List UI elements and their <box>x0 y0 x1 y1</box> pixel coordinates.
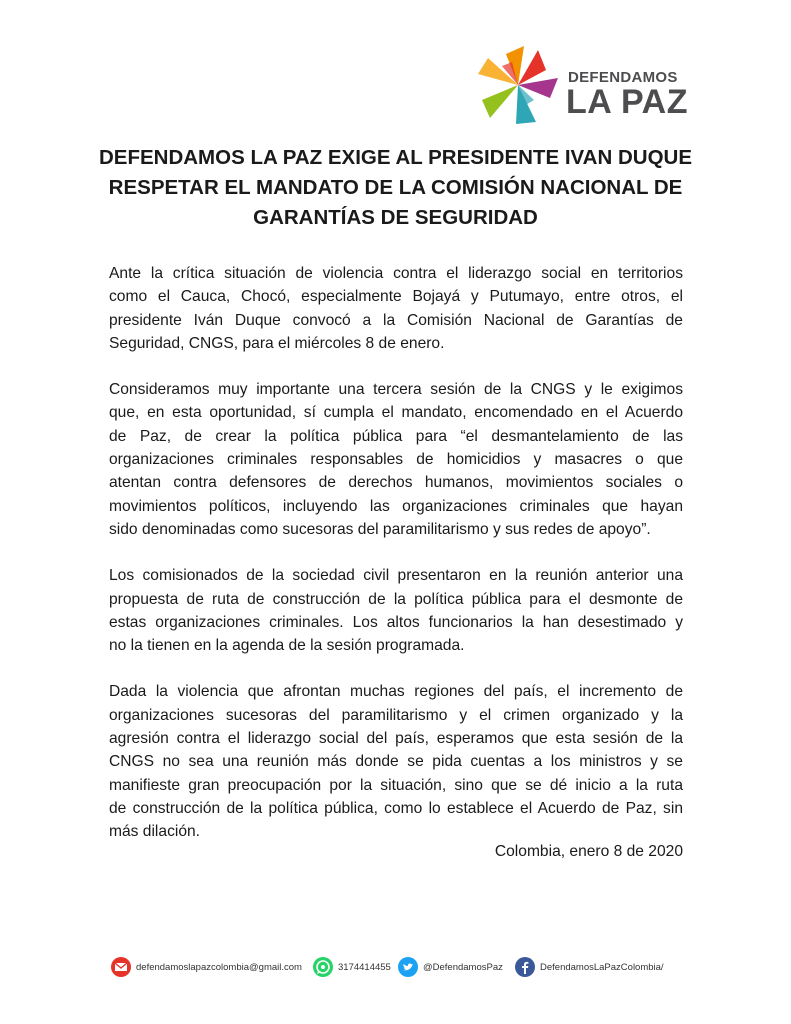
text-line: no la tienen en la agenda de la sesión programada. <box>109 637 465 655</box>
text-line: de construcción de la política pública, como lo establece el Acuerdo de Paz, sin <box>109 799 683 817</box>
text-line: que, en esta oportunidad, sí cumpla el mandato, encomendado en el Acuerdo <box>109 404 683 422</box>
whatsapp-icon <box>312 956 334 978</box>
facebook-text: DefendamosLaPazColombia/ <box>540 961 664 973</box>
text-line: organizaciones criminales responsables de homicidios y masacres o que <box>109 451 683 469</box>
paragraph <box>109 680 683 843</box>
text-line: como el Cauca, Chocó, especialmente Bojayá y Putumayo, entre otros, el <box>109 288 683 306</box>
facebook-icon <box>514 956 536 978</box>
text-line: Dada la violencia que afrontan muchas regiones del país, el incremento de <box>109 683 683 701</box>
facebook-contact[interactable] <box>514 955 664 979</box>
text-line: Seguridad, CNGS, para el miércoles 8 de enero. <box>109 334 445 352</box>
twitter-contact[interactable] <box>397 955 503 979</box>
text-line: más dilación. <box>109 823 201 841</box>
text-line: presidente Iván Duque convocó a la Comisión Nacional de Garantías de <box>109 311 683 329</box>
twitter-icon <box>397 956 419 978</box>
text-line: Los comisionados de la sociedad civil presentaron en la reunión anterior una <box>109 567 683 585</box>
phone-text: 3174414455 <box>338 961 391 973</box>
title-line: GARANTÍAS DE SEGURIDAD <box>253 206 538 229</box>
logo-pinwheel-icon <box>476 44 560 126</box>
text-line: Consideramos muy importante una tercera sesión de la CNGS y le exigimos <box>109 381 683 399</box>
email-text: defendamoslapazcolombia@gmail.com <box>136 961 302 973</box>
dateline: Colombia, enero 8 de 2020 <box>494 843 683 860</box>
logo-text-top: DEFENDAMOS <box>568 69 678 86</box>
contact-footer <box>110 955 710 981</box>
title-line: DEFENDAMOS LA PAZ EXIGE AL PRESIDENTE IVAN DUQUE <box>98 146 693 169</box>
paragraph <box>109 564 683 657</box>
text-line: propuesta de ruta de construcción de la política pública para el desmonte de <box>109 590 683 608</box>
logo-text-main: LA PAZ <box>566 83 688 121</box>
paragraph <box>109 378 683 541</box>
text-line: atentan contra defensores de derechos humanos, movimientos sociales o <box>109 474 683 492</box>
text-line: agresión contra el liderazgo social del país, esperamos que esta sesión de la <box>109 730 683 748</box>
text-line: sido denominadas como sucesoras del paramilitarismo y sus redes de apoyo”. <box>109 520 651 538</box>
text-line: CNGS no sea una reunión más donde se pida cuentas a los ministros y se <box>109 753 683 771</box>
logo <box>476 44 686 126</box>
text-line: Ante la crítica situación de violencia contra el liderazgo social en territorios <box>109 265 683 282</box>
text-line: de Paz, de crear la política pública para “el desmantelamiento de las <box>109 427 683 445</box>
phone-contact[interactable] <box>312 955 391 979</box>
paragraph <box>109 262 683 355</box>
email-contact[interactable] <box>110 955 302 979</box>
statement-body <box>109 262 683 867</box>
text-line: estas organizaciones criminales. Los altos funcionarios la han desestimado y <box>109 613 683 631</box>
title-line: RESPETAR EL MANDATO DE LA COMISIÓN NACIONAL DE <box>108 176 683 199</box>
text-line: manifieste gran preocupación por la situación, sino que se dé inicio a la ruta <box>109 776 683 794</box>
text-line: organizaciones sucesoras del paramilitarismo y el crimen organizado y la <box>109 706 683 724</box>
page-title <box>60 143 731 233</box>
text-line: movimientos políticos, incluyendo las organizaciones criminales que hayan <box>109 497 683 515</box>
twitter-text: @DefendamosPaz <box>423 961 503 973</box>
mail-icon <box>110 956 132 978</box>
